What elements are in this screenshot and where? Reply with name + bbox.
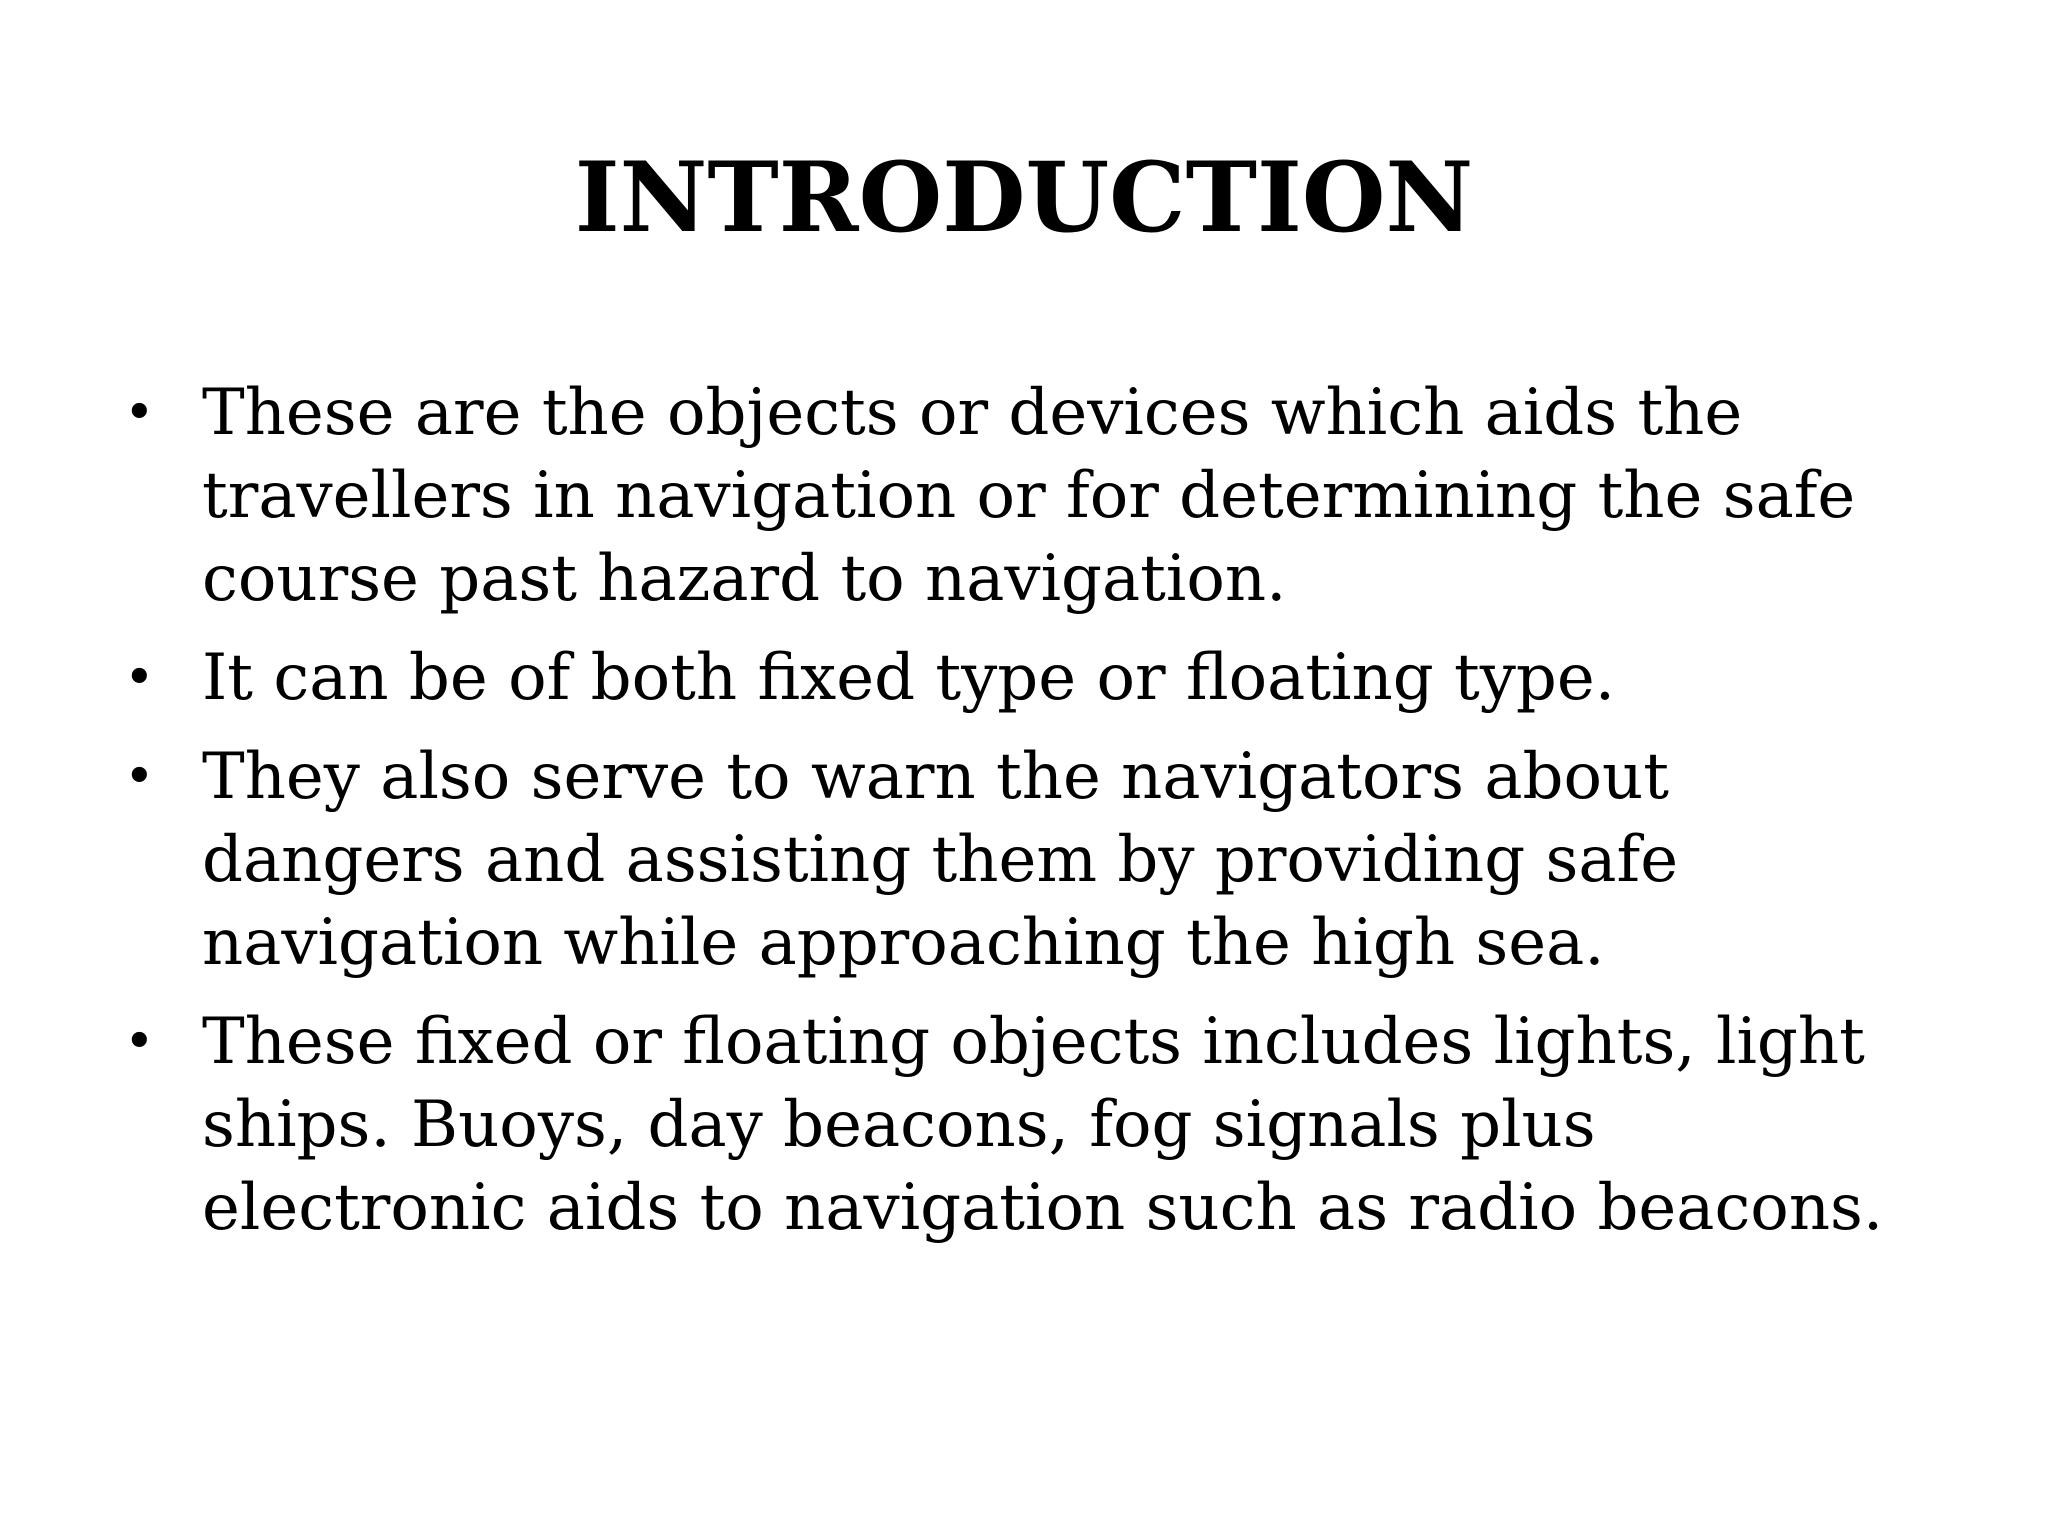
bullet-dot-icon: • — [124, 648, 155, 708]
bullet-item — [118, 736, 1928, 985]
slide-title: INTRODUCTION — [574, 141, 1474, 254]
bullet-item — [118, 637, 1928, 720]
bullet-item — [118, 372, 1928, 621]
bullet-text: These fixed or floating objects includes lights, light ships. Buoys, day beacons, fog signals plus electronic aids to navigation such as radio beacons. — [202, 1005, 1884, 1245]
bullet-list — [118, 372, 1928, 1266]
bullet-item — [118, 1001, 1928, 1250]
bullet-text: They also serve to warn the navigators about dangers and assisting them by providing safe navigation while approaching the high sea. — [202, 740, 1679, 980]
bullet-dot-icon: • — [124, 383, 155, 443]
bullet-dot-icon: • — [124, 1012, 155, 1072]
bullet-dot-icon: • — [124, 747, 155, 807]
bullet-text: It can be of both fixed type or floating type. — [202, 641, 1616, 715]
bullet-text: These are the objects or devices which aids the travellers in navigation or for determining the safe course past hazard to navigation. — [202, 376, 1856, 616]
